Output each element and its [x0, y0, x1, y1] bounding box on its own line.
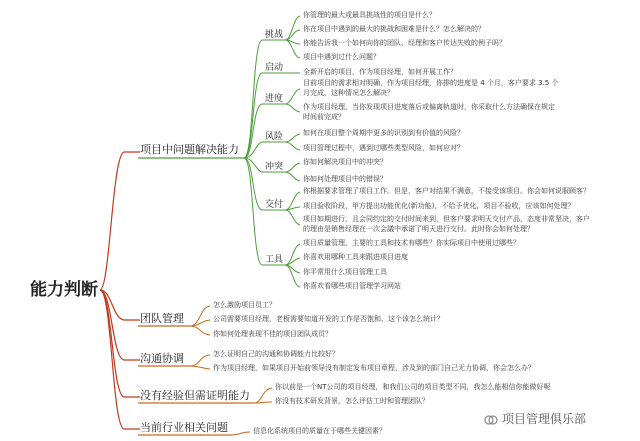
branch-team-management: 团队管理	[140, 312, 184, 325]
question-item: 信息化系统项目的质量在于哪些关键因素？	[253, 427, 386, 435]
question-item: 全新开启的项目，作为项目经理，如何开展工作？	[303, 68, 457, 76]
branch-problem-solving: 项目中问题解决能力	[140, 143, 239, 156]
question-item: 项目管理过程中，遇到过哪些类型风险，如何应对？	[303, 144, 464, 152]
sub-risk: 风险	[265, 132, 284, 142]
question-item: 你没有技术研发背景，怎么评估工时和管理团队？	[275, 397, 429, 405]
question-item: 你平常用什么项目管理工具	[303, 268, 387, 276]
question-item: 作为项目经理，如果项目开始前领导没有制定发布项目章程，涉及到的部门自己无力协调，你会怎么办？	[213, 364, 535, 372]
sub-progress: 进度	[265, 94, 284, 104]
question-item: 你在项目中遇到的最大的挑战和困难是什么？怎么解决的？	[303, 25, 485, 33]
root-topic: 能力判断	[30, 280, 98, 300]
sub-start: 启动	[265, 63, 284, 73]
question-item: 时间前完成？	[303, 113, 345, 121]
question-item: 公司需要项目经理，老板需要知道开发的工作是否饱和、这个该怎么统计？	[213, 315, 444, 323]
question-item: 怎么激励项目员工？	[213, 301, 276, 309]
question-item: 你根据要求管理了项目工作。但是，客户对结果不满意，不接受该项目。你会如何说服顾客？	[303, 187, 590, 195]
sub-delivery: 交付	[265, 200, 284, 210]
branch-industry: 当前行业相关问题	[140, 421, 228, 434]
question-item: 你以前是一个NT公司的项目经理，和我们公司的项目类型不同，我怎么能相信你能做好呢	[275, 383, 551, 391]
question-item: 项目中遇到过什么问题？	[303, 53, 380, 61]
sub-challenge: 挑战	[265, 30, 284, 40]
question-item: 的理由是销售经理在一次会議中承诺了明天进行交付。此时你会如何处理？	[303, 225, 534, 233]
question-item: 你如何解决项目中的冲突？	[303, 158, 387, 166]
question-item: 目前项目的需求相对明确，作为项目经理，你排的进度是 4 个月，客户要求 3.5 个	[303, 79, 559, 87]
question-item: 月完成，这种情况怎么解决？	[303, 89, 394, 97]
sub-tools: 工具	[265, 255, 284, 265]
question-item: 你能告诉我一个如何向你的团队、经理和客户传达失败的例子吗？	[303, 39, 506, 47]
sub-conflict: 冲突	[265, 162, 284, 172]
question-item: 怎么证明自己的沟通和协调能力比较好？	[213, 350, 339, 358]
question-item: 你管理的最大或最具挑战性的项目是什么？	[303, 11, 436, 19]
branch-no-experience: 没有经验但需证明能力	[140, 389, 250, 402]
question-item: 你喜欢用哪种工具来跟进项目进度	[303, 253, 408, 261]
club-logo-icon	[484, 413, 498, 427]
question-item: 如何在项目整个周期中更多的识别到有价值的风险？	[303, 129, 464, 137]
question-item: 项目质量管理，主要的工具和技术有哪些？你实际项目中使用过哪些？	[303, 239, 520, 247]
question-item: 你如何处理项目中的错误？	[303, 175, 387, 183]
question-item: 你如何处理表现不佳的项目团队成员？	[213, 330, 332, 338]
question-item: 项目验收阶段，甲方提出功能优化(新功能)，不给予优化，项目不验收，应该如何处理？	[303, 202, 575, 210]
question-item: 作为项目经理，当你发现项目进度落后或偏离轨道时，你采取什么方法确保在规定	[303, 103, 555, 111]
watermark-text: 项目管理俱乐部	[502, 412, 587, 426]
question-item: 你喜欢看哪些项目管理学习网站	[303, 282, 401, 290]
question-item: 项目如期进行，且会同约定的交付时间来到，但客户要求明天交付产品，态度非常坚决，客户	[303, 215, 590, 223]
branch-communication: 沟通协调	[140, 352, 184, 365]
